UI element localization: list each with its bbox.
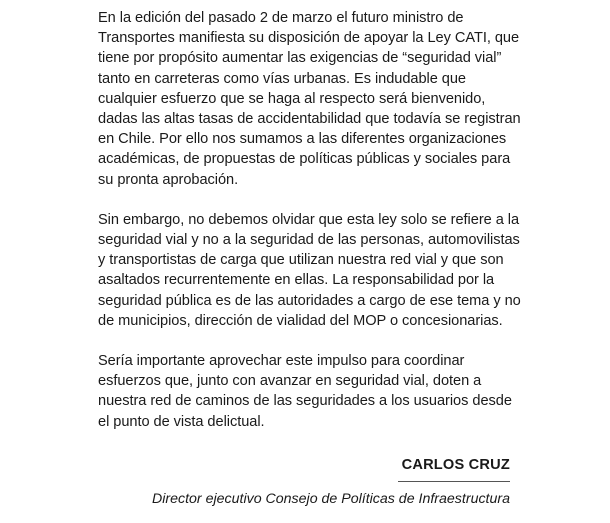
signature-block xyxy=(152,456,510,508)
author-title: Director ejecutivo Consejo de Políticas de Infraestructura xyxy=(151,491,510,507)
paragraph-line: asaltados recurrentemente en ellas. La responsabilidad por la xyxy=(98,272,495,289)
paragraph-line: tanto en carreteras como vías urbanas. Es indudable que xyxy=(98,70,466,87)
paragraph-line: seguridad pública es de las autoridades a cargo de ese tema y no xyxy=(98,292,521,309)
paragraph-line: nuestra red de caminos de las seguridades a los usuarios desde xyxy=(98,393,512,410)
paragraph-line: cualquier esfuerzo que se haga al respecto será bienvenido, xyxy=(98,90,486,107)
paragraph-line: en Chile. Por ello nos sumamos a las diferentes organizaciones xyxy=(98,131,507,148)
signature-divider xyxy=(398,481,510,482)
paragraph-3 xyxy=(98,351,518,432)
paragraph-line: tiene por propósito aumentar las exigencias de “seguridad vial” xyxy=(98,50,502,67)
paragraph-line: En la edición del pasado 2 de marzo el futuro ministro de xyxy=(98,10,464,26)
paragraph-line: el punto de vista delictual. xyxy=(98,413,265,430)
paragraph-line: y transportistas de carga que utilizan nuestra red vial y que son xyxy=(98,252,504,269)
author-name: CARLOS CRUZ xyxy=(401,457,510,473)
paragraph-line: Sin embargo, no debemos olvidar que esta ley solo se refiere a la xyxy=(98,211,520,228)
paragraph-line: esfuerzos que, junto con avanzar en seguridad vial, doten a xyxy=(98,373,482,390)
letter-body xyxy=(98,8,521,452)
paragraph-2 xyxy=(98,210,521,331)
paragraph-line: Sería importante aprovechar este impulso para coordinar xyxy=(98,353,465,370)
paragraph-line: de municipios, dirección de vialidad del MOP o concesionarias. xyxy=(98,312,503,329)
paragraph-line: su pronta aprobación. xyxy=(98,171,239,188)
paragraph-line: seguridad vial y no a la seguridad de las personas, automovilistas xyxy=(98,232,520,249)
paragraph-line: Transportes manifiesta su disposición de apoyar la Ley CATI, que xyxy=(98,30,520,47)
paragraph-line: académicas, de propuestas de políticas públicas y sociales para xyxy=(98,151,511,168)
paragraph-line: dadas las altas tasas de accidentabilidad que todavía se registran xyxy=(98,111,521,128)
paragraph-1 xyxy=(98,8,521,190)
